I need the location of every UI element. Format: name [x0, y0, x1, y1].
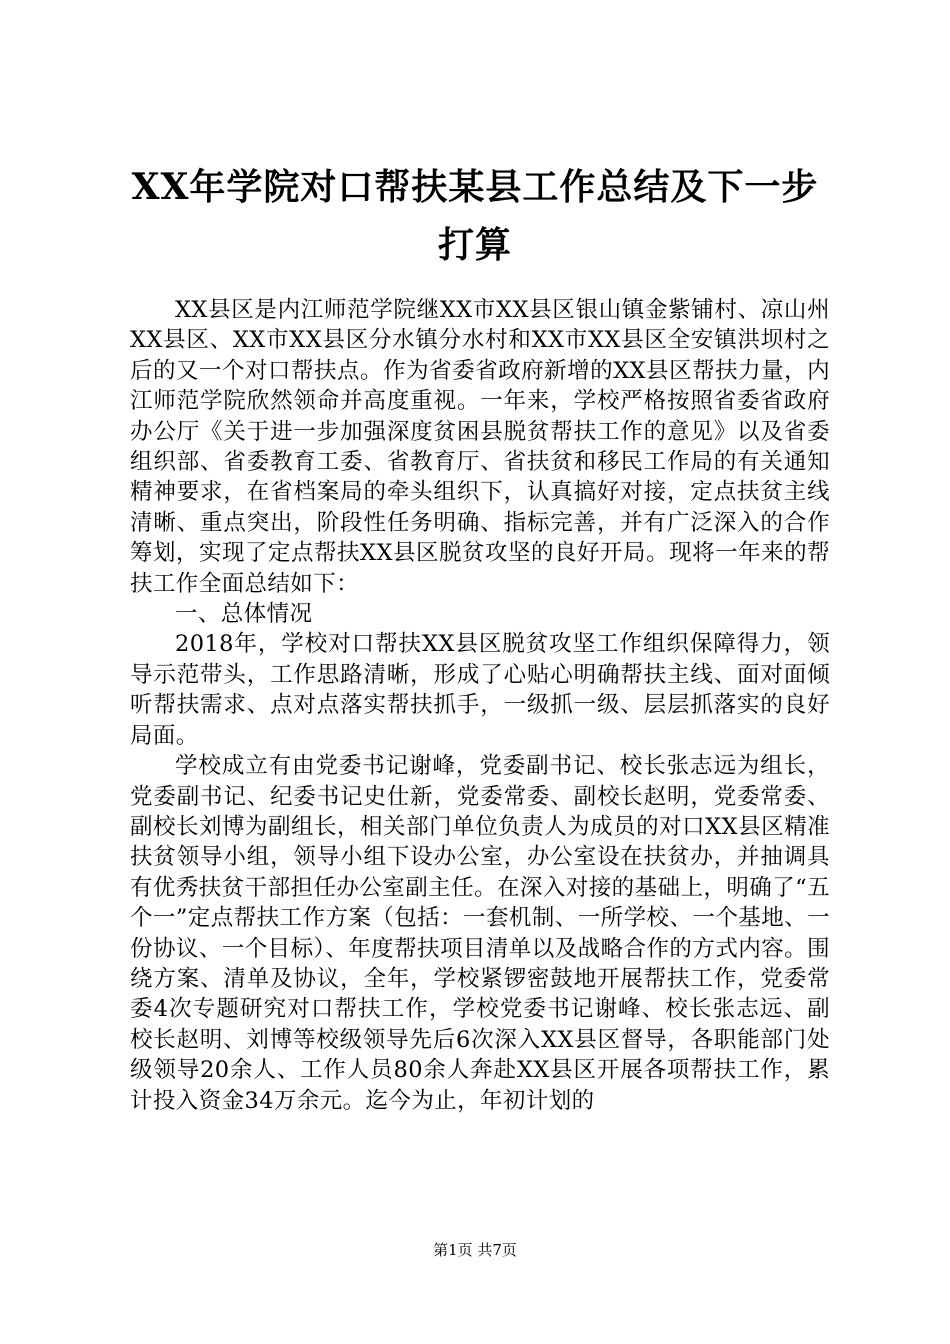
paragraph-intro: XX县区是内江师范学院继XX市XX县区银山镇金紫铺村、凉山州XX县区、XX市XX县区分水镇分水村和XX市XX县区全安镇洪坝村之后的又一个对口帮扶点。作为省委省政府新增的XX县区帮扶力量，内江师范学院欣然领命并高度重视。一年来，学校严格按照省委省政府办公厅《关于进一步加强深度贫困县脱贫帮扶工作的意见》以及省委组织部、省委教育工委、省教育厅、省扶贫和移民工作局的有关通知精神要求，在省档案局的牵头组织下，认真搞好对接，定点扶贫主线清晰、重点突出，阶段性任务明确、指标完善，并有广泛深入的合作筹划，实现了定点帮扶XX县区脱贫攻坚的良好开局。现将一年来的帮扶工作全面总结如下：	[130, 297, 830, 597]
page-number-footer: 第1页 共7页	[433, 1241, 517, 1259]
document-body	[130, 295, 830, 1116]
paragraph-organization: 学校成立有由党委书记谢峰，党委副书记、校长张志远为组长，党委副书记、纪委书记史仕新，党委常委、副校长赵明，党委常委、副校长刘博为副组长，相关部门单位负责人为成员的对口XX县区精准扶贫领导小组，领导小组下设办公室，办公室设在扶贫办，并抽调具有优秀扶贫干部担任办公室副主任。在深入对接的基础上，明确了“五个一”定点帮扶工作方案（包括：一套机制、一所学校、一个基地、一份协议、一个目标）、年度帮扶项目清单以及战略合作的方式内容。围绕方案、清单及协议，全年，学校紧锣密鼓地开展帮扶工作，党委常委4次专题研究对口帮扶工作，学校党委书记谢峰、校长张志远、副校长赵明、刘博等校级领导先后6次深入XX县区督导，各职能部门处级领导20余人、工作人员80余人奔赴XX县区开展各项帮扶工作，累计投入资金34万余元。迄今为止，年初计划的	[130, 753, 830, 1114]
document-title: XX年学院对口帮扶某县工作总结及下一步打算	[131, 166, 819, 266]
paragraph-overview: 2018年，学校对口帮扶XX县区脱贫攻坚工作组织保障得力，领导示范带头，工作思路清晰，形成了心贴心明确帮扶主线、面对面倾听帮扶需求、点对点落实帮扶抓手，一级抓一级、层层抓落实的良好局面。	[130, 631, 830, 749]
section-heading-overview: 一、总体情况	[175, 601, 313, 628]
